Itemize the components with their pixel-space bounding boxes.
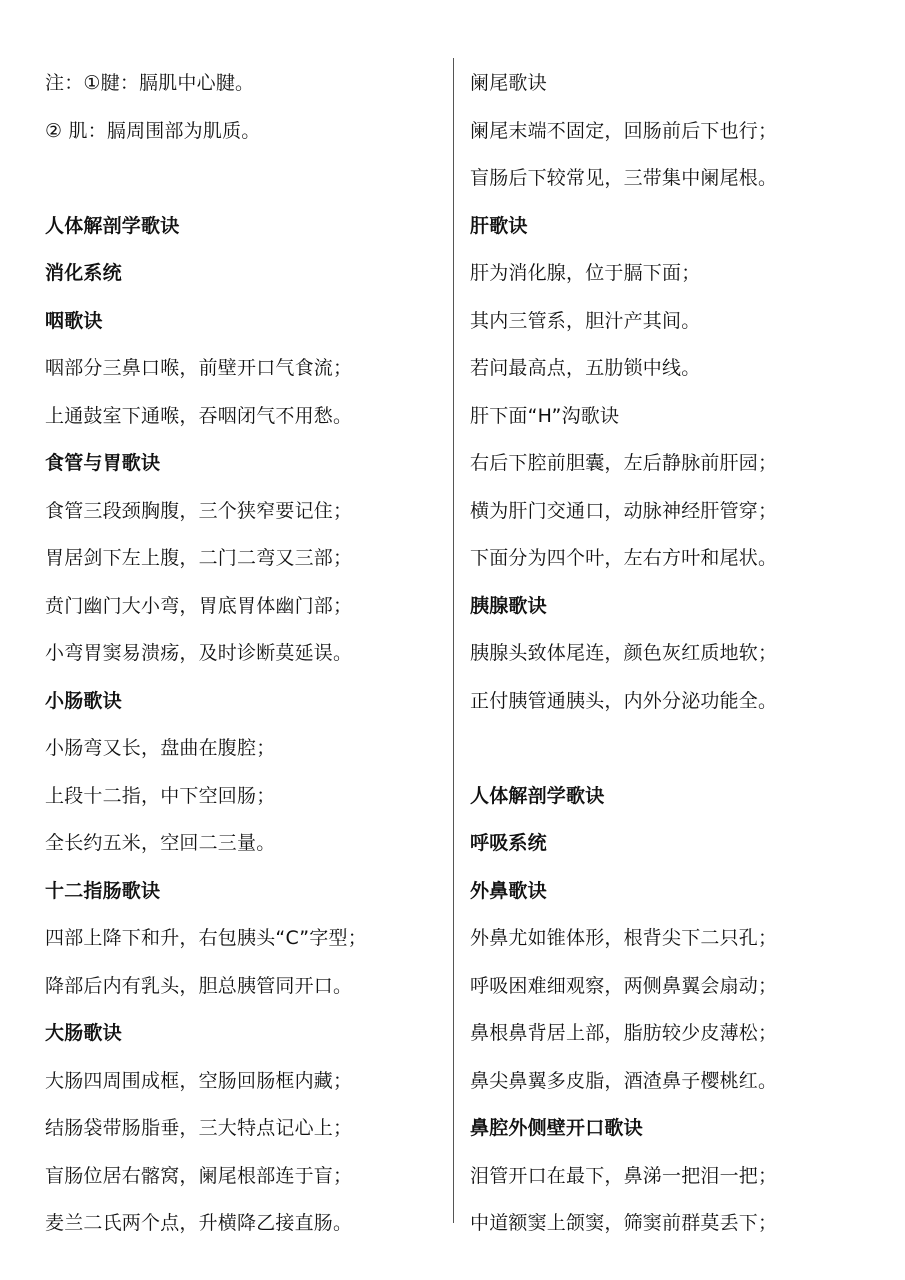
text-line: 鼻尖鼻翼多皮脂，酒渣鼻子樱桃红。 <box>470 1069 778 1092</box>
text-line: 横为肝门交通口，动脉神经肝管穿； <box>470 499 778 522</box>
text-line: 四部上降下和升，右包胰头“C”字型； <box>45 927 367 949</box>
section-heading: 咽歌诀 <box>45 309 103 332</box>
text-line: 外鼻尤如锥体形，根背尖下二只孔； <box>470 927 778 949</box>
right-column <box>470 60 890 1248</box>
section-heading: 消化系统 <box>45 262 122 284</box>
text-line: ② 肌：膈周围部为肌质。 <box>45 119 261 142</box>
text-line: 结肠袋带肠脂垂，三大特点记心上； <box>45 1117 353 1139</box>
text-line: 大肠四周围成框，空肠回肠框内藏； <box>45 1069 353 1092</box>
left-column <box>45 60 445 1248</box>
section-heading: 鼻腔外侧壁开口歌诀 <box>470 1117 643 1139</box>
text-line: 贲门幽门大小弯，胃底胃体幽门部； <box>45 594 353 617</box>
section-heading: 人体解剖学歌诀 <box>470 784 605 807</box>
text-line: 盲肠位居右髂窝，阑尾根部连于盲； <box>45 1164 353 1187</box>
text-line: 其内三管系，胆汁产其间。 <box>470 309 701 332</box>
text-line: 正付胰管通胰头，内外分泌功能全。 <box>470 689 778 712</box>
column-divider <box>453 58 454 1223</box>
text-line: 食管三段颈胸腹，三个狭窄要记住； <box>45 499 353 522</box>
text-line: 中道额窦上颌窦，筛窦前群莫丢下； <box>470 1212 778 1234</box>
text-line: 小弯胃窦易溃疡，及时诊断莫延误。 <box>45 642 353 664</box>
text-line: 麦兰二氏两个点，升横降乙接直肠。 <box>45 1212 353 1234</box>
section-heading: 人体解剖学歌诀 <box>45 214 180 237</box>
text-line: 上通鼓室下通喉，吞咽闭气不用愁。 <box>45 404 353 427</box>
text-line: 若问最高点，五肋锁中线。 <box>470 357 701 379</box>
text-line: 呼吸困难细观察，两侧鼻翼会扇动； <box>470 974 778 997</box>
text-line: 鼻根鼻背居上部，脂肪较少皮薄松； <box>470 1022 778 1044</box>
text-line: 泪管开口在最下，鼻涕一把泪一把； <box>470 1164 778 1187</box>
section-heading: 大肠歌诀 <box>45 1022 122 1044</box>
text-line: 全长约五米，空回二三量。 <box>45 832 276 854</box>
text-line: 咽部分三鼻口喉，前壁开口气食流； <box>45 357 353 379</box>
section-heading: 小肠歌诀 <box>45 689 122 712</box>
section-heading: 外鼻歌诀 <box>470 879 547 902</box>
text-line: 阑尾歌诀 <box>470 72 547 94</box>
text-line: 上段十二指，中下空回肠； <box>45 784 276 807</box>
text-line: 注：①腱：膈肌中心腱。 <box>45 72 255 94</box>
blank-line <box>470 725 890 773</box>
section-heading: 胰腺歌诀 <box>470 594 547 617</box>
section-heading: 呼吸系统 <box>470 832 547 854</box>
text-line: 降部后内有乳头，胆总胰管同开口。 <box>45 974 353 997</box>
text-line: 盲肠后下较常见，三带集中阑尾根。 <box>470 167 778 189</box>
text-line: 下面分为四个叶，左右方叶和尾状。 <box>470 547 778 569</box>
text-line: 阑尾末端不固定，回肠前后下也行； <box>470 119 778 142</box>
text-line: 胃居剑下左上腹，二门二弯又三部； <box>45 547 353 569</box>
text-line: 肝下面“H”沟歌诀 <box>470 404 620 427</box>
section-heading: 肝歌诀 <box>470 214 528 237</box>
text-line: 小肠弯又长，盘曲在腹腔； <box>45 737 276 759</box>
blank-line <box>45 155 445 203</box>
text-line: 肝为消化腺，位于膈下面； <box>470 262 701 284</box>
section-heading: 食管与胃歌诀 <box>45 452 161 474</box>
text-line: 胰腺头致体尾连，颜色灰红质地软； <box>470 642 778 664</box>
section-heading: 十二指肠歌诀 <box>45 879 161 902</box>
text-line: 右后下腔前胆囊，左后静脉前肝园； <box>470 452 778 474</box>
